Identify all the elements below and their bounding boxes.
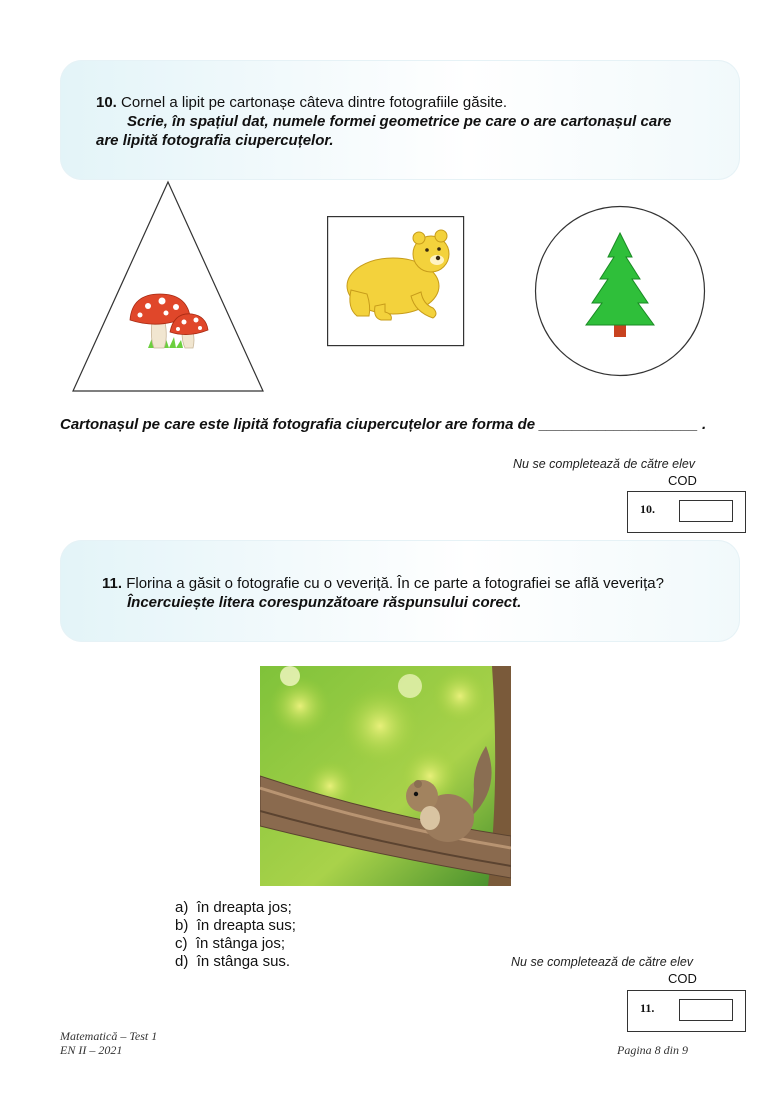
question-11-text: 11. Florina a găsit o fotografie cu o veveriță. În ce parte a fotografiei se află veverița? xyxy=(102,575,664,592)
code-input-11 xyxy=(679,999,733,1021)
question-10-instruction: Scrie, în spațiul dat, numele formei geometrice pe care o are cartonașul care xyxy=(127,113,672,130)
option-b[interactable]: b) în dreapta sus; xyxy=(175,917,296,934)
question-10-instruction-cont: are lipită fotografia ciupercuțelor. xyxy=(96,132,334,149)
code-note-11: Nu se completează de către elev xyxy=(511,955,694,969)
triangle-card xyxy=(70,180,266,394)
question-10-text: 10. Cornel a lipit pe cartonașe câteva dintre fotografiile găsite. xyxy=(96,94,508,111)
option-d[interactable]: d) în stânga sus. xyxy=(175,953,291,970)
code-box-10 xyxy=(627,491,746,533)
answer-sentence: Cartonașul pe care este lipită fotografia ciupercuțelor are forma de ___________________ . xyxy=(60,416,707,433)
code-box-10-number: 10. xyxy=(640,502,655,516)
option-c[interactable]: c) în stânga jos; xyxy=(175,935,286,952)
squirrel-photo xyxy=(260,666,511,886)
code-box-11-number: 11. xyxy=(640,1001,655,1015)
code-input-10 xyxy=(679,500,733,522)
question-11-instruction: Încercuiește litera corespunzătoare răspunsului corect. xyxy=(127,594,522,611)
code-box-11 xyxy=(627,990,746,1032)
footer-page: Pagina 8 din 9 xyxy=(617,1043,688,1057)
question-11-number: 11. xyxy=(102,575,123,592)
question-10-number: 10. xyxy=(96,94,117,111)
cod-label-11: COD xyxy=(668,971,697,986)
cod-label-10: COD xyxy=(668,473,697,488)
option-a[interactable]: a) în dreapta jos; xyxy=(175,899,292,916)
square-card xyxy=(327,216,465,347)
code-note-10: Nu se completează de către elev xyxy=(513,457,696,471)
footer-exam: EN II – 2021 xyxy=(60,1043,123,1057)
circle-card xyxy=(534,205,706,377)
footer-subject: Matematică – Test 1 xyxy=(60,1029,158,1043)
